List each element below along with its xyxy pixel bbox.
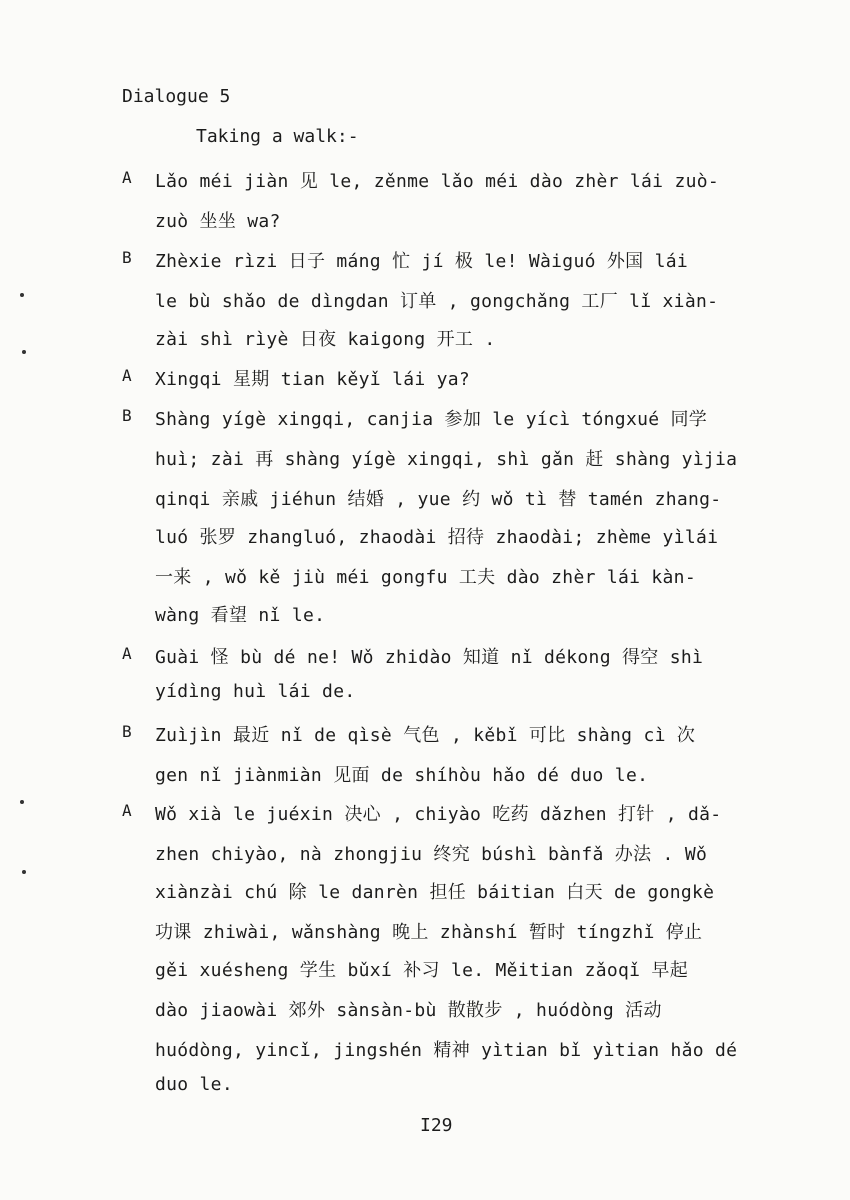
dialogue-line: Zhèxie rìzi 日子 máng 忙 jí 极 le! Wàiguó 外国 lái	[155, 251, 689, 272]
dialogue-line: zài shì rìyè 日夜 kaigong 开工 .	[155, 329, 496, 350]
dialogue-line: gěi xuésheng 学生 bǔxí 补习 le. Měitian zǎoqǐ 早起	[155, 960, 689, 981]
dialogue-line: Guài 怪 bù dé ne! Wǒ zhidào 知道 nǐ dékong 得空 shì	[155, 647, 704, 668]
scan-speck	[20, 800, 24, 804]
dialogue-line: yídìng huì lái de.	[155, 681, 356, 702]
dialogue-line: huódòng, yincǐ, jingshén 精神 yìtian bǐ yìtian hǎo dé	[155, 1040, 738, 1061]
dialogue-line: zhen chiyào, nà zhongjiu 终究 búshì bànfǎ 办法 . Wǒ	[155, 844, 708, 865]
dialogue-line: Lǎo méi jiàn 见 le, zěnme lǎo méi dào zhèr lái zuò-	[155, 171, 720, 192]
speaker-label: B	[122, 406, 132, 425]
dialogue-line: le bù shǎo de dìngdan 订单 , gongchǎng 工厂 lǐ xiàn-	[155, 291, 719, 312]
dialogue-line: Zuìjìn 最近 nǐ de qìsè 气色 , kěbǐ 可比 shàng cì 次	[155, 725, 696, 746]
speaker-label: B	[122, 248, 132, 267]
dialogue-line: gen nǐ jiànmiàn 见面 de shíhòu hǎo dé duo le.	[155, 765, 649, 786]
dialogue-line: duo le.	[155, 1074, 233, 1095]
dialogue-line: 一来 , wǒ kě jiù méi gongfu 工夫 dào zhèr lái kàn-	[155, 567, 696, 588]
speaker-label: A	[122, 168, 132, 187]
speaker-label: B	[122, 722, 132, 741]
dialogue-line: wàng 看望 nǐ le.	[155, 605, 326, 626]
dialogue-line: Shàng yígè xingqi, canjia 参加 le yícì tóngxué 同学	[155, 409, 708, 430]
dialogue-line: 功课 zhiwài, wǎnshàng 晚上 zhànshí 暂时 tíngzhǐ 停止	[155, 922, 703, 943]
dialogue-line: Wǒ xià le juéxin 决心 , chiyào 吃药 dǎzhen 打针 , dǎ-	[155, 804, 722, 825]
page-number: I29	[420, 1115, 453, 1136]
dialogue-subtitle: Taking a walk:-	[196, 126, 359, 147]
scan-speck	[20, 293, 24, 297]
speaker-label: A	[122, 801, 132, 820]
dialogue-line: zuò 坐坐 wa?	[155, 211, 281, 232]
dialogue-line: Xingqi 星期 tian kěyǐ lái ya?	[155, 369, 471, 390]
dialogue-title: Dialogue 5	[122, 86, 231, 107]
scan-speck	[22, 870, 26, 874]
dialogue-line: qinqi 亲戚 jiéhun 结婚 , yue 约 wǒ tì 替 tamén zhang-	[155, 489, 722, 510]
scan-speck	[22, 350, 26, 354]
dialogue-line: xiànzài chú 除 le danrèn 担任 báitian 白天 de gongkè	[155, 882, 715, 903]
dialogue-line: luó 张罗 zhangluó, zhaodài 招待 zhaodài; zhème yìlái	[155, 527, 719, 548]
dialogue-line: huì; zài 再 shàng yígè xingqi, shì gǎn 赶 shàng yìjia	[155, 449, 738, 470]
speaker-label: A	[122, 644, 132, 663]
dialogue-line: dào jiaowài 郊外 sànsàn-bù 散散步 , huódòng 活动	[155, 1000, 662, 1021]
speaker-label: A	[122, 366, 132, 385]
